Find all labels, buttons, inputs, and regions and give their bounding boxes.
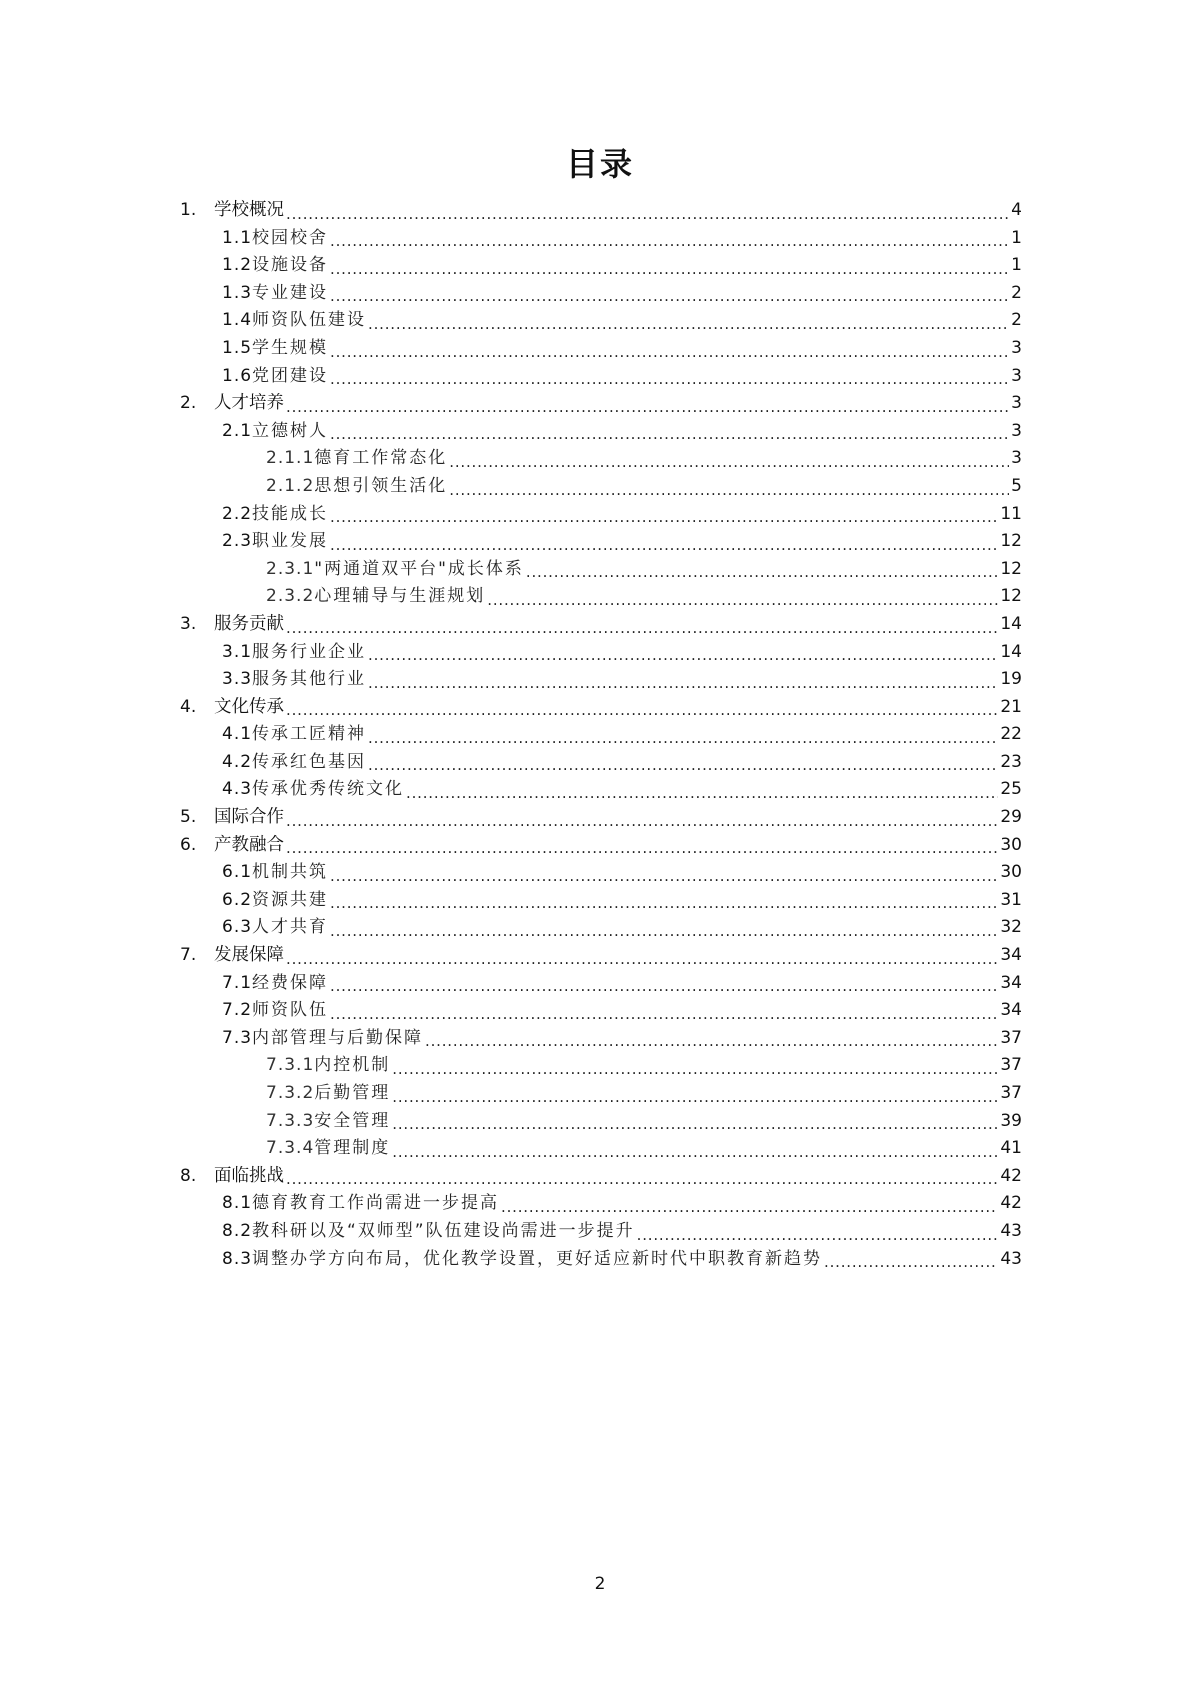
toc-dot-leader xyxy=(330,528,998,556)
toc-entry[interactable] xyxy=(180,776,1022,804)
toc-entry-page: 34 xyxy=(1000,972,1022,993)
toc-dot-leader xyxy=(330,335,1009,363)
toc-dot-leader xyxy=(449,473,1009,501)
toc-dot-leader xyxy=(330,997,998,1025)
toc-entry-page: 3 xyxy=(1011,365,1022,386)
toc-entry-page: 30 xyxy=(1000,862,1022,883)
toc-entry[interactable] xyxy=(180,307,1022,335)
toc-entry-number: 1.4 xyxy=(222,310,253,331)
toc-entry[interactable] xyxy=(180,280,1022,308)
toc-entry-number: 4.3 xyxy=(222,779,253,800)
toc-entry-number: 3.1 xyxy=(222,641,253,662)
toc-entry[interactable] xyxy=(180,225,1022,253)
toc-dot-leader xyxy=(425,1025,998,1053)
toc-entry-label: 传承工匠精神 xyxy=(252,724,366,745)
toc-entry[interactable] xyxy=(180,832,1022,860)
toc-entry-label: 技能成长 xyxy=(252,503,328,524)
toc-entry[interactable] xyxy=(180,1163,1022,1191)
toc-entry-page: 30 xyxy=(1000,834,1022,855)
toc-dot-leader xyxy=(286,832,998,860)
toc-entry-label: 机制共筑 xyxy=(252,862,328,883)
toc-entry-number: 2. xyxy=(180,393,197,414)
toc-entry-page: 43 xyxy=(1000,1220,1022,1241)
toc-entry-page: 37 xyxy=(1000,1027,1022,1048)
toc-entry-page: 23 xyxy=(1000,751,1022,772)
toc-entry[interactable] xyxy=(180,859,1022,887)
toc-entry[interactable] xyxy=(180,1135,1022,1163)
toc-entry-page: 5 xyxy=(1011,475,1022,496)
toc-entry-page: 21 xyxy=(1000,696,1022,717)
toc-entry-number: 1.1 xyxy=(222,227,253,248)
toc-entry-number: 4.2 xyxy=(222,751,253,772)
toc-entry[interactable] xyxy=(180,197,1022,225)
toc-entry[interactable] xyxy=(180,666,1022,694)
toc-entry-label: 德育教育工作尚需进一步提高 xyxy=(252,1193,499,1214)
toc-dot-leader xyxy=(637,1218,999,1246)
toc-entry[interactable] xyxy=(180,942,1022,970)
toc-entry[interactable] xyxy=(180,335,1022,363)
toc-dot-leader xyxy=(406,776,998,804)
toc-entry[interactable] xyxy=(180,390,1022,418)
toc-entry-label: 校园校舍 xyxy=(252,227,328,248)
toc-dot-leader xyxy=(330,252,1009,280)
toc-entry-label: 职业发展 xyxy=(252,531,328,552)
toc-entry-number: 8.3 xyxy=(222,1248,253,1269)
toc-entry-page: 37 xyxy=(1000,1083,1022,1103)
toc-entry-page: 42 xyxy=(1000,1193,1022,1214)
toc-dot-leader xyxy=(449,445,1009,473)
toc-entry-page: 29 xyxy=(1000,807,1022,828)
toc-entry[interactable] xyxy=(180,749,1022,777)
toc-dot-leader xyxy=(368,749,998,777)
toc-entry-page: 19 xyxy=(1000,669,1022,690)
toc-entry[interactable] xyxy=(180,556,1022,584)
toc-entry-label: 专业建设 xyxy=(252,282,328,303)
toc-entry-label: 德育工作常态化 xyxy=(314,448,448,469)
toc-entry-page: 12 xyxy=(1000,558,1022,579)
toc-entry[interactable] xyxy=(180,252,1022,280)
toc-entry[interactable] xyxy=(180,528,1022,556)
toc-entry-page: 12 xyxy=(1000,531,1022,552)
toc-entry-number: 7.1 xyxy=(222,972,253,993)
toc-entry-page: 31 xyxy=(1000,889,1022,910)
toc-dot-leader xyxy=(330,970,998,998)
toc-entry-label: 调整办学方向布局，优化教学设置，更好适应新时代中职教育新趋势 xyxy=(252,1248,822,1269)
toc-entry-page: 1 xyxy=(1011,255,1022,276)
toc-entry[interactable] xyxy=(180,887,1022,915)
toc-entry[interactable] xyxy=(180,914,1022,942)
toc-entry-label: 师资队伍建设 xyxy=(252,310,366,331)
toc-entry-number: 7.3.4 xyxy=(266,1138,315,1159)
toc-dot-leader xyxy=(330,280,1009,308)
toc-dot-leader xyxy=(330,225,1009,253)
toc-dot-leader xyxy=(330,418,1009,446)
toc-dot-leader xyxy=(392,1135,998,1163)
toc-entry-number: 6. xyxy=(180,834,197,855)
page-title: 目录 xyxy=(565,145,634,183)
toc-entry-page: 4 xyxy=(1011,200,1022,220)
toc-entry-label: 面临挑战 xyxy=(214,1165,284,1186)
toc-entry[interactable] xyxy=(180,970,1022,998)
toc-entry-number: 5. xyxy=(180,807,197,828)
toc-entry-page: 22 xyxy=(1000,724,1022,745)
toc-dot-leader xyxy=(368,666,998,694)
toc-entry-number: 2.3.2 xyxy=(266,586,315,607)
toc-entry-label: 党团建设 xyxy=(252,365,328,386)
toc-entry-page: 3 xyxy=(1011,448,1022,469)
toc-entry-number: 7. xyxy=(180,945,197,966)
toc-entry-page: 1 xyxy=(1011,227,1022,248)
toc-entry[interactable] xyxy=(180,418,1022,446)
toc-dot-leader xyxy=(392,1108,998,1136)
toc-entry-label: 安全管理 xyxy=(314,1110,391,1131)
toc-entry-number: 7.3.3 xyxy=(266,1110,315,1131)
toc-dot-leader xyxy=(368,721,998,749)
toc-entry[interactable] xyxy=(180,445,1022,473)
toc-entry[interactable] xyxy=(180,1080,1022,1108)
toc-dot-leader xyxy=(824,1246,998,1274)
toc-dot-leader xyxy=(330,914,998,942)
toc-entry-page: 39 xyxy=(1000,1110,1022,1131)
toc-entry-label: 服务贡献 xyxy=(214,613,284,634)
toc-entry-label: 后勤管理 xyxy=(314,1083,391,1103)
toc-entry-label: 立德树人 xyxy=(252,420,328,441)
toc-entry-number: 1. xyxy=(180,200,197,220)
toc-entry-page: 3 xyxy=(1011,337,1022,358)
toc-entry-number: 2.3.1 xyxy=(266,558,315,579)
toc-entry[interactable] xyxy=(180,1025,1022,1053)
toc-entry[interactable] xyxy=(180,1108,1022,1136)
toc-entry-page: 41 xyxy=(1000,1138,1022,1159)
toc-entry-label: 设施设备 xyxy=(252,255,328,276)
toc-entry[interactable] xyxy=(180,611,1022,639)
toc-entry-page: 2 xyxy=(1011,282,1022,303)
toc-entry-label: 服务其他行业 xyxy=(252,669,366,690)
toc-dot-leader xyxy=(330,859,998,887)
toc-entry-label: "两通道双平台"成长体系 xyxy=(314,558,524,579)
toc-entry-page: 25 xyxy=(1000,779,1022,800)
toc-entry-label: 心理辅导与生涯规划 xyxy=(314,586,486,607)
toc-dot-leader xyxy=(501,1190,998,1218)
toc-entry-label: 传承红色基因 xyxy=(252,751,366,772)
toc-entry-number: 7.3.1 xyxy=(266,1055,315,1076)
toc-entry-label: 产教融合 xyxy=(214,834,284,855)
toc-entry-number: 3.3 xyxy=(222,669,253,690)
toc-entry[interactable] xyxy=(180,721,1022,749)
toc-entry-number: 1.3 xyxy=(222,282,253,303)
toc-entry[interactable] xyxy=(180,804,1022,832)
toc-entry[interactable] xyxy=(180,363,1022,391)
toc-entry-number: 8. xyxy=(180,1165,197,1186)
toc-entry-page: 3 xyxy=(1011,393,1022,414)
toc-entry[interactable] xyxy=(180,473,1022,501)
toc-entry-page: 42 xyxy=(1000,1165,1022,1186)
toc-entry[interactable] xyxy=(180,639,1022,667)
table-of-contents xyxy=(180,197,1022,1273)
toc-dot-leader xyxy=(487,583,998,611)
toc-entry-number: 8.2 xyxy=(222,1220,253,1241)
toc-entry-page: 12 xyxy=(1000,586,1022,607)
toc-entry-number: 6.1 xyxy=(222,862,253,883)
toc-entry-number: 2.3 xyxy=(222,531,253,552)
toc-entry[interactable] xyxy=(180,1190,1022,1218)
toc-entry-label: 内控机制 xyxy=(314,1055,391,1076)
toc-entry-number: 4. xyxy=(180,696,197,717)
toc-entry-page: 2 xyxy=(1011,310,1022,331)
toc-entry[interactable] xyxy=(180,501,1022,529)
toc-entry-label: 学生规模 xyxy=(252,337,328,358)
toc-entry-page: 3 xyxy=(1011,420,1022,441)
toc-entry-label: 经费保障 xyxy=(252,972,328,993)
toc-dot-leader xyxy=(286,197,1009,225)
toc-entry-page: 34 xyxy=(1000,1000,1022,1021)
toc-entry-number: 8.1 xyxy=(222,1193,253,1214)
toc-entry-label: 内部管理与后勤保障 xyxy=(252,1027,423,1048)
toc-entry-number: 4.1 xyxy=(222,724,253,745)
toc-entry-number: 7.3.2 xyxy=(266,1083,315,1103)
toc-entry[interactable] xyxy=(180,583,1022,611)
toc-entry-label: 思想引领生活化 xyxy=(314,475,448,496)
toc-entry-number: 2.1.1 xyxy=(266,448,315,469)
toc-entry-page: 43 xyxy=(1000,1248,1022,1269)
toc-entry-number: 6.2 xyxy=(222,889,253,910)
toc-entry-label: 文化传承 xyxy=(214,696,284,717)
toc-entry-label: 国际合作 xyxy=(214,807,284,828)
toc-entry[interactable] xyxy=(180,997,1022,1025)
toc-entry-number: 3. xyxy=(180,613,197,634)
toc-dot-leader xyxy=(330,501,998,529)
toc-entry-page: 11 xyxy=(1000,503,1022,524)
toc-entry-label: 发展保障 xyxy=(214,945,284,966)
toc-dot-leader xyxy=(368,307,1009,335)
toc-dot-leader xyxy=(392,1080,998,1108)
toc-entry[interactable] xyxy=(180,1218,1022,1246)
toc-entry-label: 管理制度 xyxy=(314,1138,391,1159)
toc-dot-leader xyxy=(286,694,998,722)
page-number: 2 xyxy=(594,1574,606,1594)
toc-entry[interactable] xyxy=(180,694,1022,722)
toc-dot-leader xyxy=(526,556,998,584)
toc-dot-leader xyxy=(286,804,998,832)
toc-entry-number: 7.3 xyxy=(222,1027,253,1048)
toc-entry-label: 人才共育 xyxy=(252,917,328,938)
toc-entry-label: 师资队伍 xyxy=(252,1000,328,1021)
toc-entry-label: 传承优秀传统文化 xyxy=(252,779,404,800)
toc-entry-label: 学校概况 xyxy=(214,200,284,220)
toc-entry-page: 37 xyxy=(1000,1055,1022,1076)
toc-entry-number: 1.5 xyxy=(222,337,253,358)
toc-entry[interactable] xyxy=(180,1052,1022,1080)
toc-entry-page: 34 xyxy=(1000,945,1022,966)
toc-entry-number: 1.6 xyxy=(222,365,253,386)
toc-dot-leader xyxy=(286,390,1009,418)
toc-dot-leader xyxy=(330,363,1009,391)
toc-dot-leader xyxy=(286,1163,998,1191)
toc-entry-label: 资源共建 xyxy=(252,889,328,910)
toc-entry-page: 32 xyxy=(1000,917,1022,938)
toc-entry[interactable] xyxy=(180,1246,1022,1274)
toc-entry-number: 7.2 xyxy=(222,1000,253,1021)
toc-dot-leader xyxy=(392,1052,998,1080)
toc-dot-leader xyxy=(286,611,998,639)
toc-entry-label: 服务行业企业 xyxy=(252,641,366,662)
toc-dot-leader xyxy=(368,639,998,667)
toc-entry-label: 教科研以及“双师型”队伍建设尚需进一步提升 xyxy=(252,1220,635,1241)
toc-entry-page: 14 xyxy=(1000,613,1022,634)
toc-entry-number: 2.2 xyxy=(222,503,253,524)
toc-dot-leader xyxy=(286,942,998,970)
toc-entry-number: 2.1.2 xyxy=(266,475,315,496)
toc-dot-leader xyxy=(330,887,998,915)
toc-entry-label: 人才培养 xyxy=(214,393,284,414)
toc-entry-number: 2.1 xyxy=(222,420,253,441)
toc-entry-page: 14 xyxy=(1000,641,1022,662)
toc-entry-number: 6.3 xyxy=(222,917,253,938)
toc-entry-number: 1.2 xyxy=(222,255,253,276)
